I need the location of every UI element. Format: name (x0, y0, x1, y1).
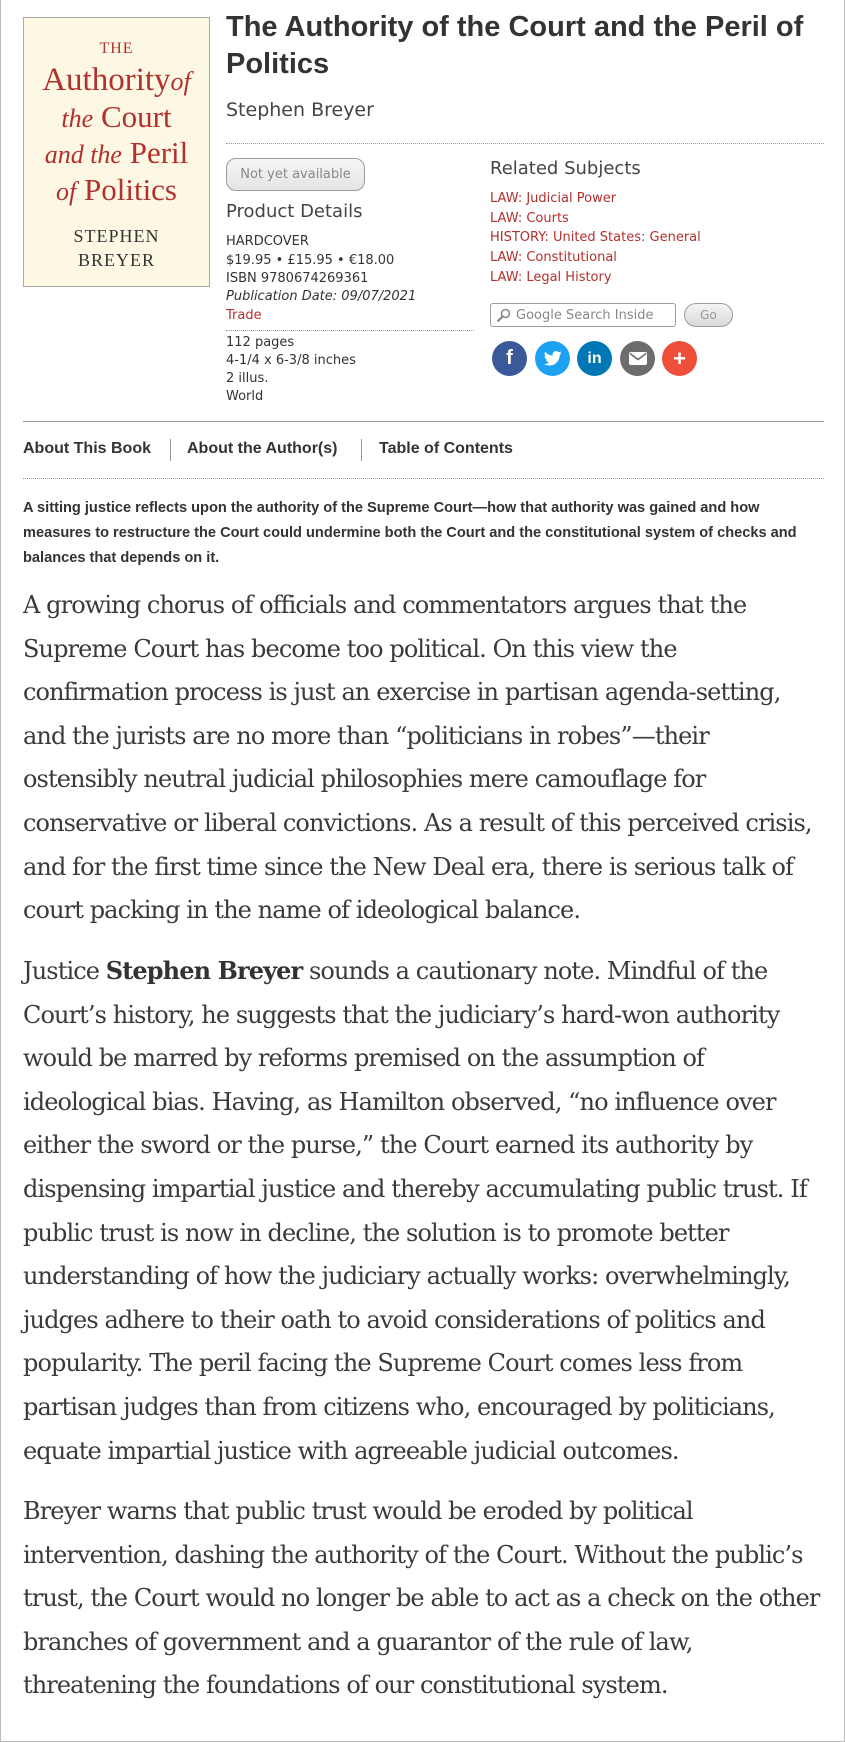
twitter-icon (544, 351, 562, 366)
cover-word: Court (100, 99, 172, 134)
description-paragraph-2 (23, 949, 828, 1473)
not-available-button[interactable]: Not yet available (226, 158, 365, 191)
tab-about-this-book[interactable]: About This Book (23, 440, 151, 457)
tab-separator (361, 439, 362, 461)
page-title: The Authority of the Court and the Peril of Politics (226, 11, 804, 80)
more-share-button[interactable] (662, 341, 697, 376)
cover-title-line-3 (24, 136, 209, 172)
search-input[interactable] (516, 305, 672, 325)
page-count: 112 pages (226, 335, 295, 350)
cover-title-line-4 (24, 173, 209, 209)
subject-link[interactable]: LAW: Courts (490, 211, 569, 226)
linkedin-share-button[interactable] (577, 341, 612, 376)
paragraph-text: sounds a cautionary note. Mindful of the Court’s history, he suggests that the judiciary’s hard-won authority would be marred by reforms premised on the assumption of ideological bias. Having, as Hamilton observed, “no influence over either the sword or the purse,” the Court earned its authority by dispensing impartial justice and thereby accumulating public trust. If public trust is now in decline, the solution is to promote better understanding of how the judiciary actually works: overwhelmingly, judges adhere to their oath to avoid considerations of politics and popularity. The peril facing the Supreme Court comes less from partisan judges than from citizens who, encouraged by politicians, equate impartial justice with agreeable judicial outcomes. (23, 957, 807, 1465)
author-name-bold: Stephen Breyer (105, 956, 303, 985)
rights: World (226, 389, 264, 404)
book-cover-image (23, 17, 210, 287)
illustrations: 2 illus. (226, 371, 269, 386)
cover-word: of (56, 177, 77, 206)
search-inside-field[interactable] (490, 303, 676, 327)
description-paragraph-3: Breyer warns that public trust would be eroded by political intervention, dashing the authority of the Court. Without the public’s trust, the Court would no longer be able to act as a check on the other branches of government and a guarantor of the rule of law, threatening the foundations of our constitutional system. (23, 1497, 820, 1700)
email-icon (629, 352, 647, 365)
tab-separator (170, 439, 171, 461)
share-plus-icon: + (673, 345, 686, 371)
paragraph-text: Justice (23, 957, 100, 985)
go-button[interactable]: Go (684, 303, 733, 327)
divider (226, 330, 474, 331)
cover-word: the (61, 104, 94, 133)
subject-link[interactable]: LAW: Judicial Power (490, 191, 617, 206)
linkedin-icon: in (587, 349, 602, 367)
cover-word: Politics (83, 172, 177, 207)
cover-author (24, 224, 209, 272)
search-icon (497, 308, 511, 322)
subject-link[interactable]: LAW: Constitutional (490, 250, 617, 265)
subject-link[interactable]: LAW: Legal History (490, 270, 612, 285)
cover-word: of (170, 67, 191, 96)
cover-title-line-2 (24, 100, 209, 136)
tab-about-the-authors[interactable]: About the Author(s) (187, 440, 338, 457)
related-subjects-heading: Related Subjects (490, 158, 641, 179)
divider (226, 143, 824, 144)
cover-word: and the (44, 140, 122, 169)
twitter-share-button[interactable] (535, 341, 570, 376)
dimensions: 4-1/4 x 6-3/8 inches (226, 353, 356, 368)
format-label: HARDCOVER (226, 234, 309, 249)
cover-word: Peril (129, 135, 189, 170)
publication-date: Publication Date: 09/07/2021 (226, 289, 417, 304)
cover-author-first: STEPHEN (73, 226, 160, 246)
trade-link[interactable]: Trade (226, 308, 262, 323)
tab-table-of-contents[interactable]: Table of Contents (379, 440, 513, 457)
product-details-heading: Product Details (226, 201, 363, 222)
cover-title-line-1 (24, 62, 209, 100)
tabs-top-divider (23, 421, 824, 422)
cover-author-last: BREYER (77, 250, 155, 270)
facebook-share-button[interactable] (492, 341, 527, 376)
description-paragraph-1: A growing chorus of officials and commentators argues that the Supreme Court has become too political. On this view the confirmation process is just an exercise in partisan agenda-setting, and the jurists are no more than “politicians in robes”—their ostensibly neutral judicial philosophies mere camouflage for conservative or liberal convictions. As a result of this perceived crisis, and for the first time since the New Deal era, there is serious talk of court packing in the name of ideological balance. (23, 591, 812, 925)
facebook-icon: f (506, 347, 513, 369)
subject-link[interactable]: HISTORY: United States: General (490, 230, 701, 245)
author-name: Stephen Breyer (226, 99, 374, 121)
tabs-bottom-divider (23, 478, 824, 479)
book-summary: A sitting justice reflects upon the authority of the Supreme Court—how that authority was gained and how measures to restructure the Court could undermine both the Court and the constitutional system of checks and balances that depends on it. (23, 500, 797, 566)
price-list: $19.95 • £15.95 • €18.00 (226, 253, 395, 268)
cover-word: Authority (42, 62, 171, 98)
isbn: ISBN 9780674269361 (226, 271, 369, 286)
cover-the: THE (99, 40, 134, 57)
email-share-button[interactable] (620, 341, 655, 376)
